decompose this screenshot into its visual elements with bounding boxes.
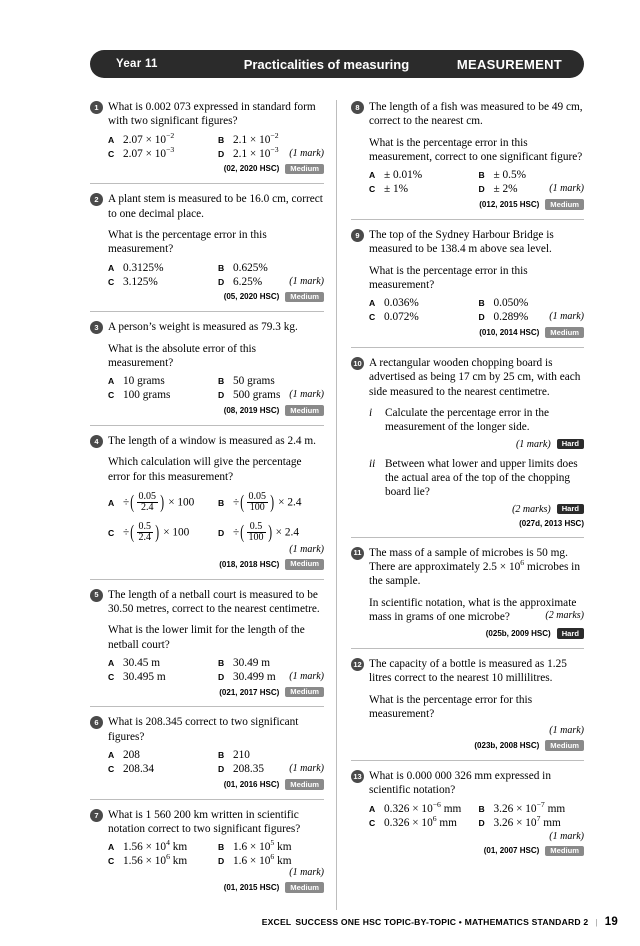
difficulty-badge: Medium: [545, 199, 584, 210]
difficulty-badge: Hard: [557, 439, 584, 450]
option-value-d[interactable]: $3.26 \times 10^7$ mm: [493, 813, 561, 829]
option-label-c: C: [108, 856, 115, 867]
option-d-text: 0.289%: [493, 311, 529, 324]
option-value-d[interactable]: [233, 763, 324, 775]
difficulty-badge: Hard: [557, 628, 584, 639]
source-reference: (01, 2016 HSC): [223, 779, 280, 789]
source-reference: (023b, 2008 HSC): [474, 741, 540, 751]
page-number: 19: [604, 916, 618, 928]
option-label-b: B: [217, 376, 225, 387]
option-value-a[interactable]: 0.036%: [383, 297, 419, 310]
option-label-d: D: [217, 671, 225, 682]
option-value-b[interactable]: ± 0.5%: [493, 169, 527, 182]
option-label-b: B: [217, 750, 225, 761]
answer-options: [369, 169, 584, 195]
tail: × 100: [168, 496, 195, 509]
left-column: [90, 100, 337, 910]
question-text-2: What is the percentage error for this measurement?: [368, 693, 533, 721]
option-label-d: D: [217, 856, 225, 867]
option-label-d: D: [478, 184, 485, 195]
question-number: 3: [90, 321, 103, 334]
question-number: 5: [90, 589, 103, 602]
denominator: 100: [248, 532, 264, 544]
answer-options: [108, 375, 324, 401]
difficulty-badge: Medium: [285, 882, 324, 893]
option-label-b: B: [217, 262, 225, 273]
answer-options: [108, 838, 324, 879]
option-label-b: B: [217, 842, 225, 853]
option-d-text: 500 grams: [232, 389, 281, 402]
option-value-c[interactable]: 3.125%: [123, 275, 158, 288]
option-value-b[interactable]: $3.26 \times 10^{-7}$ mm: [493, 799, 566, 815]
question-text: A plant stem is measured to be 16.0 cm, correct to one decimal place.: [108, 193, 323, 220]
question-text-2: What is the percentage error in this measurement, correct to one significant figure?: [368, 136, 583, 164]
subpart-i-marks-line: [369, 439, 584, 450]
question-text: The length of a netball court is measured to be 30.50 metres, correct to the nearest centimetre.: [108, 588, 320, 615]
option-value-c[interactable]: ÷( $\frac{0.5}{2.4}$ ) × 100: [123, 520, 190, 544]
option-label-c: C: [108, 390, 115, 401]
source-line: [369, 327, 584, 338]
source-reference: (018, 2018 HSC): [219, 559, 280, 569]
option-label-d: D: [217, 764, 225, 775]
header-topic-title: Practicalities of measuring: [243, 56, 410, 72]
source-line: [369, 519, 584, 528]
difficulty-badge: Medium: [285, 779, 324, 790]
option-label-b: B: [217, 657, 225, 668]
source-reference: (025b, 2009 HSC): [485, 629, 551, 639]
marks-label: (1 mark): [549, 183, 584, 195]
option-value-c[interactable]: $1.56 \times 10^6$ km: [123, 852, 188, 868]
option-label-c: C: [108, 527, 115, 538]
subpart-ii-marks-line: [369, 504, 584, 515]
answer-options: [369, 297, 584, 323]
question-text-2: What is the percentage error in this measurement?: [368, 264, 528, 291]
option-value-d[interactable]: [233, 389, 324, 401]
two-column-body: [34, 100, 606, 910]
source-line: [108, 292, 324, 303]
numerator: 0.5: [249, 520, 263, 532]
question-4: [90, 434, 324, 580]
option-label-b: B: [478, 170, 485, 181]
source-line: [369, 628, 584, 639]
option-label-b: B: [217, 134, 225, 145]
source-line: [108, 164, 324, 175]
question-9: [351, 228, 584, 348]
source-reference: (01, 2015 HSC): [223, 883, 280, 893]
option-label-c: C: [368, 817, 376, 828]
page-header: [90, 50, 584, 78]
divide-sign: ÷: [123, 526, 130, 539]
subpart-roman: ii: [368, 457, 376, 470]
option-label-a: A: [368, 170, 376, 181]
option-label-d: D: [217, 148, 225, 159]
marks-label: (1 mark): [549, 830, 584, 842]
option-label-b: B: [478, 298, 485, 309]
option-value-a[interactable]: 30.45 m: [123, 656, 161, 669]
option-value-c[interactable]: $0.326 \times 10^6$ mm: [383, 813, 457, 829]
question-12: [351, 657, 584, 761]
option-value-d[interactable]: ÷( $\frac{0.5}{100}$ ) × 2.4 (1 mark): [232, 520, 324, 555]
option-label-a: A: [108, 134, 115, 145]
subpart-text: Between what lower and upper limits does the actual area of the top of the chopping board lie?: [384, 457, 578, 499]
question-text-2: What is the lower limit for the length of the netball court?: [108, 624, 305, 651]
option-label-a: A: [368, 298, 376, 309]
marks-label: (1 mark): [289, 389, 324, 401]
option-label-a: A: [368, 803, 376, 814]
difficulty-badge: Medium: [545, 846, 584, 857]
option-value-c[interactable]: 30.495 m: [123, 670, 166, 683]
question-number: 10: [351, 357, 364, 370]
tail: × 100: [163, 526, 190, 539]
marks-label: (1 mark): [289, 867, 324, 879]
option-value-b[interactable]: $2.1 \times 10^{-2}$: [232, 130, 279, 146]
question-number: 12: [351, 658, 364, 671]
answer-options: [108, 262, 324, 288]
question-text: The capacity of a bottle is measured as 1.25 litres correct to the nearest 10 millilitres.: [368, 658, 567, 685]
option-value-d[interactable]: [493, 311, 584, 323]
question-number: 9: [351, 229, 364, 242]
difficulty-badge: Medium: [545, 327, 584, 338]
option-value-a[interactable]: ÷( $\frac{0.05}{2.4}$ ) × 100: [123, 490, 195, 514]
source-line: [108, 779, 324, 790]
denominator: 100: [247, 502, 269, 514]
marks-label: (1 mark): [289, 275, 324, 287]
question-number: 11: [351, 547, 364, 560]
source-reference: (027d, 2013 HSC): [519, 518, 584, 528]
answer-options: [368, 799, 584, 829]
option-value-a[interactable]: 208: [123, 749, 140, 762]
marks-label: (1 mark): [289, 543, 324, 555]
tail: × 2.4: [278, 496, 302, 509]
marks-label: (1 mark): [289, 147, 324, 159]
answer-options: [108, 130, 324, 160]
numerator: 0.05: [248, 490, 267, 502]
option-label-d: D: [217, 276, 225, 287]
difficulty-badge: Hard: [557, 504, 584, 515]
option-value-a[interactable]: $0.326 \times 10^{-6}$ mm: [383, 799, 462, 815]
question-text: What is 208.345 correct to two significant figures?: [108, 716, 299, 743]
source-reference: (08, 2019 HSC): [223, 406, 280, 416]
marks-label: (1 mark): [549, 725, 584, 737]
question-3: [90, 320, 324, 426]
option-label-b: B: [478, 803, 485, 814]
question-subpart-i: [369, 406, 584, 435]
option-d-text: 208.35: [232, 763, 265, 776]
source-line: [108, 559, 324, 570]
source-line: [369, 740, 584, 751]
question-5: [90, 588, 324, 708]
answer-options: [108, 657, 324, 683]
source-reference: (021, 2017 HSC): [219, 687, 280, 697]
option-value-a[interactable]: $2.07 \times 10^{-2}$: [123, 130, 175, 146]
option-value-a[interactable]: 0.3125%: [123, 261, 164, 274]
option-label-a: A: [108, 262, 115, 273]
option-value-b[interactable]: 0.050%: [493, 297, 529, 310]
numerator: 0.05: [138, 490, 157, 502]
option-value-b[interactable]: ÷( $\frac{0.05}{100}$ ) × 2.4: [232, 490, 302, 514]
question-text-2: What is the percentage error in this measurement?: [108, 228, 267, 256]
question-text-2-body: In scientific notation, what is the approximate mass in grams of one microbe?: [368, 596, 577, 624]
option-label-d: D: [478, 817, 485, 828]
question-1: [90, 100, 324, 184]
option-label-b: B: [217, 497, 225, 508]
marks-label: (2 marks): [512, 503, 551, 515]
question-13: [351, 769, 584, 865]
source-reference: (01, 2007 HSC): [483, 846, 540, 856]
option-value-c[interactable]: ± 1%: [383, 183, 409, 196]
question-number: 4: [90, 435, 103, 448]
denominator: 2.4: [138, 532, 152, 544]
source-line: [369, 199, 584, 210]
marks-label: (1 mark): [549, 311, 584, 323]
question-number: 2: [90, 193, 103, 206]
marks-label: (1 mark): [515, 438, 551, 450]
difficulty-badge: Medium: [285, 292, 324, 303]
question-text: A rectangular wooden chopping board is advertised as being 17 cm by 25 cm, with each side measured to the nearest centimetre.: [368, 356, 581, 398]
option-value-c[interactable]: 100 grams: [123, 389, 171, 402]
answer-options-formula: [108, 492, 324, 555]
option-label-c: C: [108, 276, 115, 287]
option-label-c: C: [368, 312, 376, 323]
option-label-a: A: [108, 497, 115, 508]
option-value-b[interactable]: $1.6 \times 10^5$ km: [232, 838, 292, 854]
page-footer: [56, 916, 618, 928]
question-number: 7: [90, 809, 103, 822]
option-label-d: D: [217, 390, 225, 401]
option-value-a[interactable]: 10 grams: [123, 375, 165, 388]
subpart-roman: i: [368, 406, 373, 419]
numerator: 0.5: [138, 520, 152, 532]
divide-sign: ÷: [232, 496, 240, 509]
option-label-c: C: [108, 764, 115, 775]
option-value-b[interactable]: 0.625%: [232, 261, 268, 274]
option-value-a[interactable]: $1.56 \times 10^4$ km: [123, 838, 188, 854]
difficulty-badge: Medium: [545, 740, 584, 751]
difficulty-badge: Medium: [285, 164, 324, 175]
question-text-2: What is the absolute error of this measurement?: [108, 342, 257, 369]
answer-options: [108, 749, 324, 775]
option-label-a: A: [108, 376, 115, 387]
question-6: [90, 715, 324, 799]
difficulty-badge: Medium: [285, 559, 324, 570]
option-label-d: D: [217, 527, 225, 538]
denominator: 2.4: [137, 502, 159, 514]
source-reference: (012, 2015 HSC): [479, 200, 540, 210]
option-value-c[interactable]: $2.07 \times 10^{-3}$: [123, 144, 175, 160]
footer-brand: EXCEL: [261, 917, 292, 927]
option-value-d[interactable]: [233, 276, 324, 288]
question-number: 1: [90, 101, 103, 114]
option-d-text: 6.25%: [232, 275, 263, 288]
option-value-a[interactable]: ± 0.01%: [383, 169, 423, 182]
question-2: [90, 192, 324, 312]
right-column: [337, 100, 584, 910]
source-line: [108, 405, 324, 416]
option-value-b[interactable]: 30.49 m: [232, 656, 271, 669]
source-reference: (05, 2020 HSC): [223, 292, 280, 302]
option-value-b[interactable]: 50 grams: [232, 375, 275, 388]
divide-sign: ÷: [232, 526, 240, 539]
option-label-c: C: [368, 184, 376, 195]
option-value-c[interactable]: 208.34: [123, 763, 155, 776]
question-number: 8: [351, 101, 364, 114]
question-text: A person’s weight is measured as 79.3 kg.: [108, 321, 298, 334]
question-text: The length of a window is measured as 2.4 m.: [108, 434, 317, 447]
question-text: The top of the Sydney Harbour Bridge is measured to be 138.4 m above sea level.: [368, 228, 554, 256]
question-text-2: [369, 596, 584, 625]
option-value-d[interactable]: $1.6 \times 10^6$ km (1 mark): [232, 852, 324, 879]
option-label-a: A: [108, 657, 115, 668]
question-7: [90, 808, 324, 902]
question-number: 6: [90, 716, 103, 729]
source-line: [108, 687, 324, 698]
source-line: [108, 882, 324, 893]
question-10: [351, 356, 584, 538]
question-text: What is 0.000 000 326 mm expressed in scientific notation?: [368, 769, 551, 797]
question-text-2: Which calculation will give the percentage error for this measurement?: [108, 456, 302, 483]
option-d-text: 30.499 m: [232, 670, 276, 683]
question-8: [351, 100, 584, 220]
source-reference: (02, 2020 HSC): [223, 164, 280, 174]
option-value-d[interactable]: [233, 671, 324, 683]
marks-label: (2 marks): [545, 610, 584, 622]
question-subpart-ii: [369, 457, 584, 500]
option-label-c: C: [108, 148, 115, 159]
option-label-a: A: [108, 842, 115, 853]
question-11: [351, 546, 584, 649]
difficulty-badge: Medium: [285, 405, 324, 416]
header-year: Year 11: [116, 58, 158, 70]
source-reference: (010, 2014 HSC): [479, 328, 540, 338]
question-text: What is 0.002 073 expressed in standard form with two significant figures?: [108, 101, 316, 128]
marks-label: (1 mark): [289, 670, 324, 682]
option-value-d[interactable]: $2.1 \times 10^{-3}$ (1 mark): [232, 144, 324, 160]
question-text: The length of a fish was measured to be 49 cm, correct to the nearest cm.: [368, 101, 583, 128]
difficulty-badge: Medium: [285, 687, 324, 698]
option-d-text: ± 2%: [493, 183, 518, 196]
footer-divider: |: [595, 917, 598, 927]
option-value-d[interactable]: [493, 183, 584, 195]
source-line: [369, 846, 584, 857]
option-value-b[interactable]: 210: [232, 749, 250, 762]
subpart-text: Calculate the percentage error in the measurement of the longer side.: [384, 406, 550, 434]
option-label-a: A: [108, 750, 115, 761]
question-text: The mass of a sample of microbes is 50 mg. There are approximately $2.5 \times 10^6$ microbes in the sample.: [368, 546, 580, 588]
option-value-c[interactable]: 0.072%: [383, 311, 419, 324]
question-number: 13: [351, 770, 364, 783]
marks-label: (1 mark): [289, 763, 324, 775]
option-label-c: C: [108, 671, 115, 682]
question-text: What is 1 560 200 km written in scientific notation correct to two significant figures?: [108, 808, 301, 836]
footer-text: SUCCESS ONE HSC TOPIC-BY-TOPIC • MATHEMATICS STANDARD 2: [295, 917, 589, 927]
tail: × 2.4: [275, 526, 299, 539]
option-label-d: D: [478, 312, 485, 323]
header-strand: MEASUREMENT: [456, 56, 562, 72]
divide-sign: ÷: [123, 496, 130, 509]
